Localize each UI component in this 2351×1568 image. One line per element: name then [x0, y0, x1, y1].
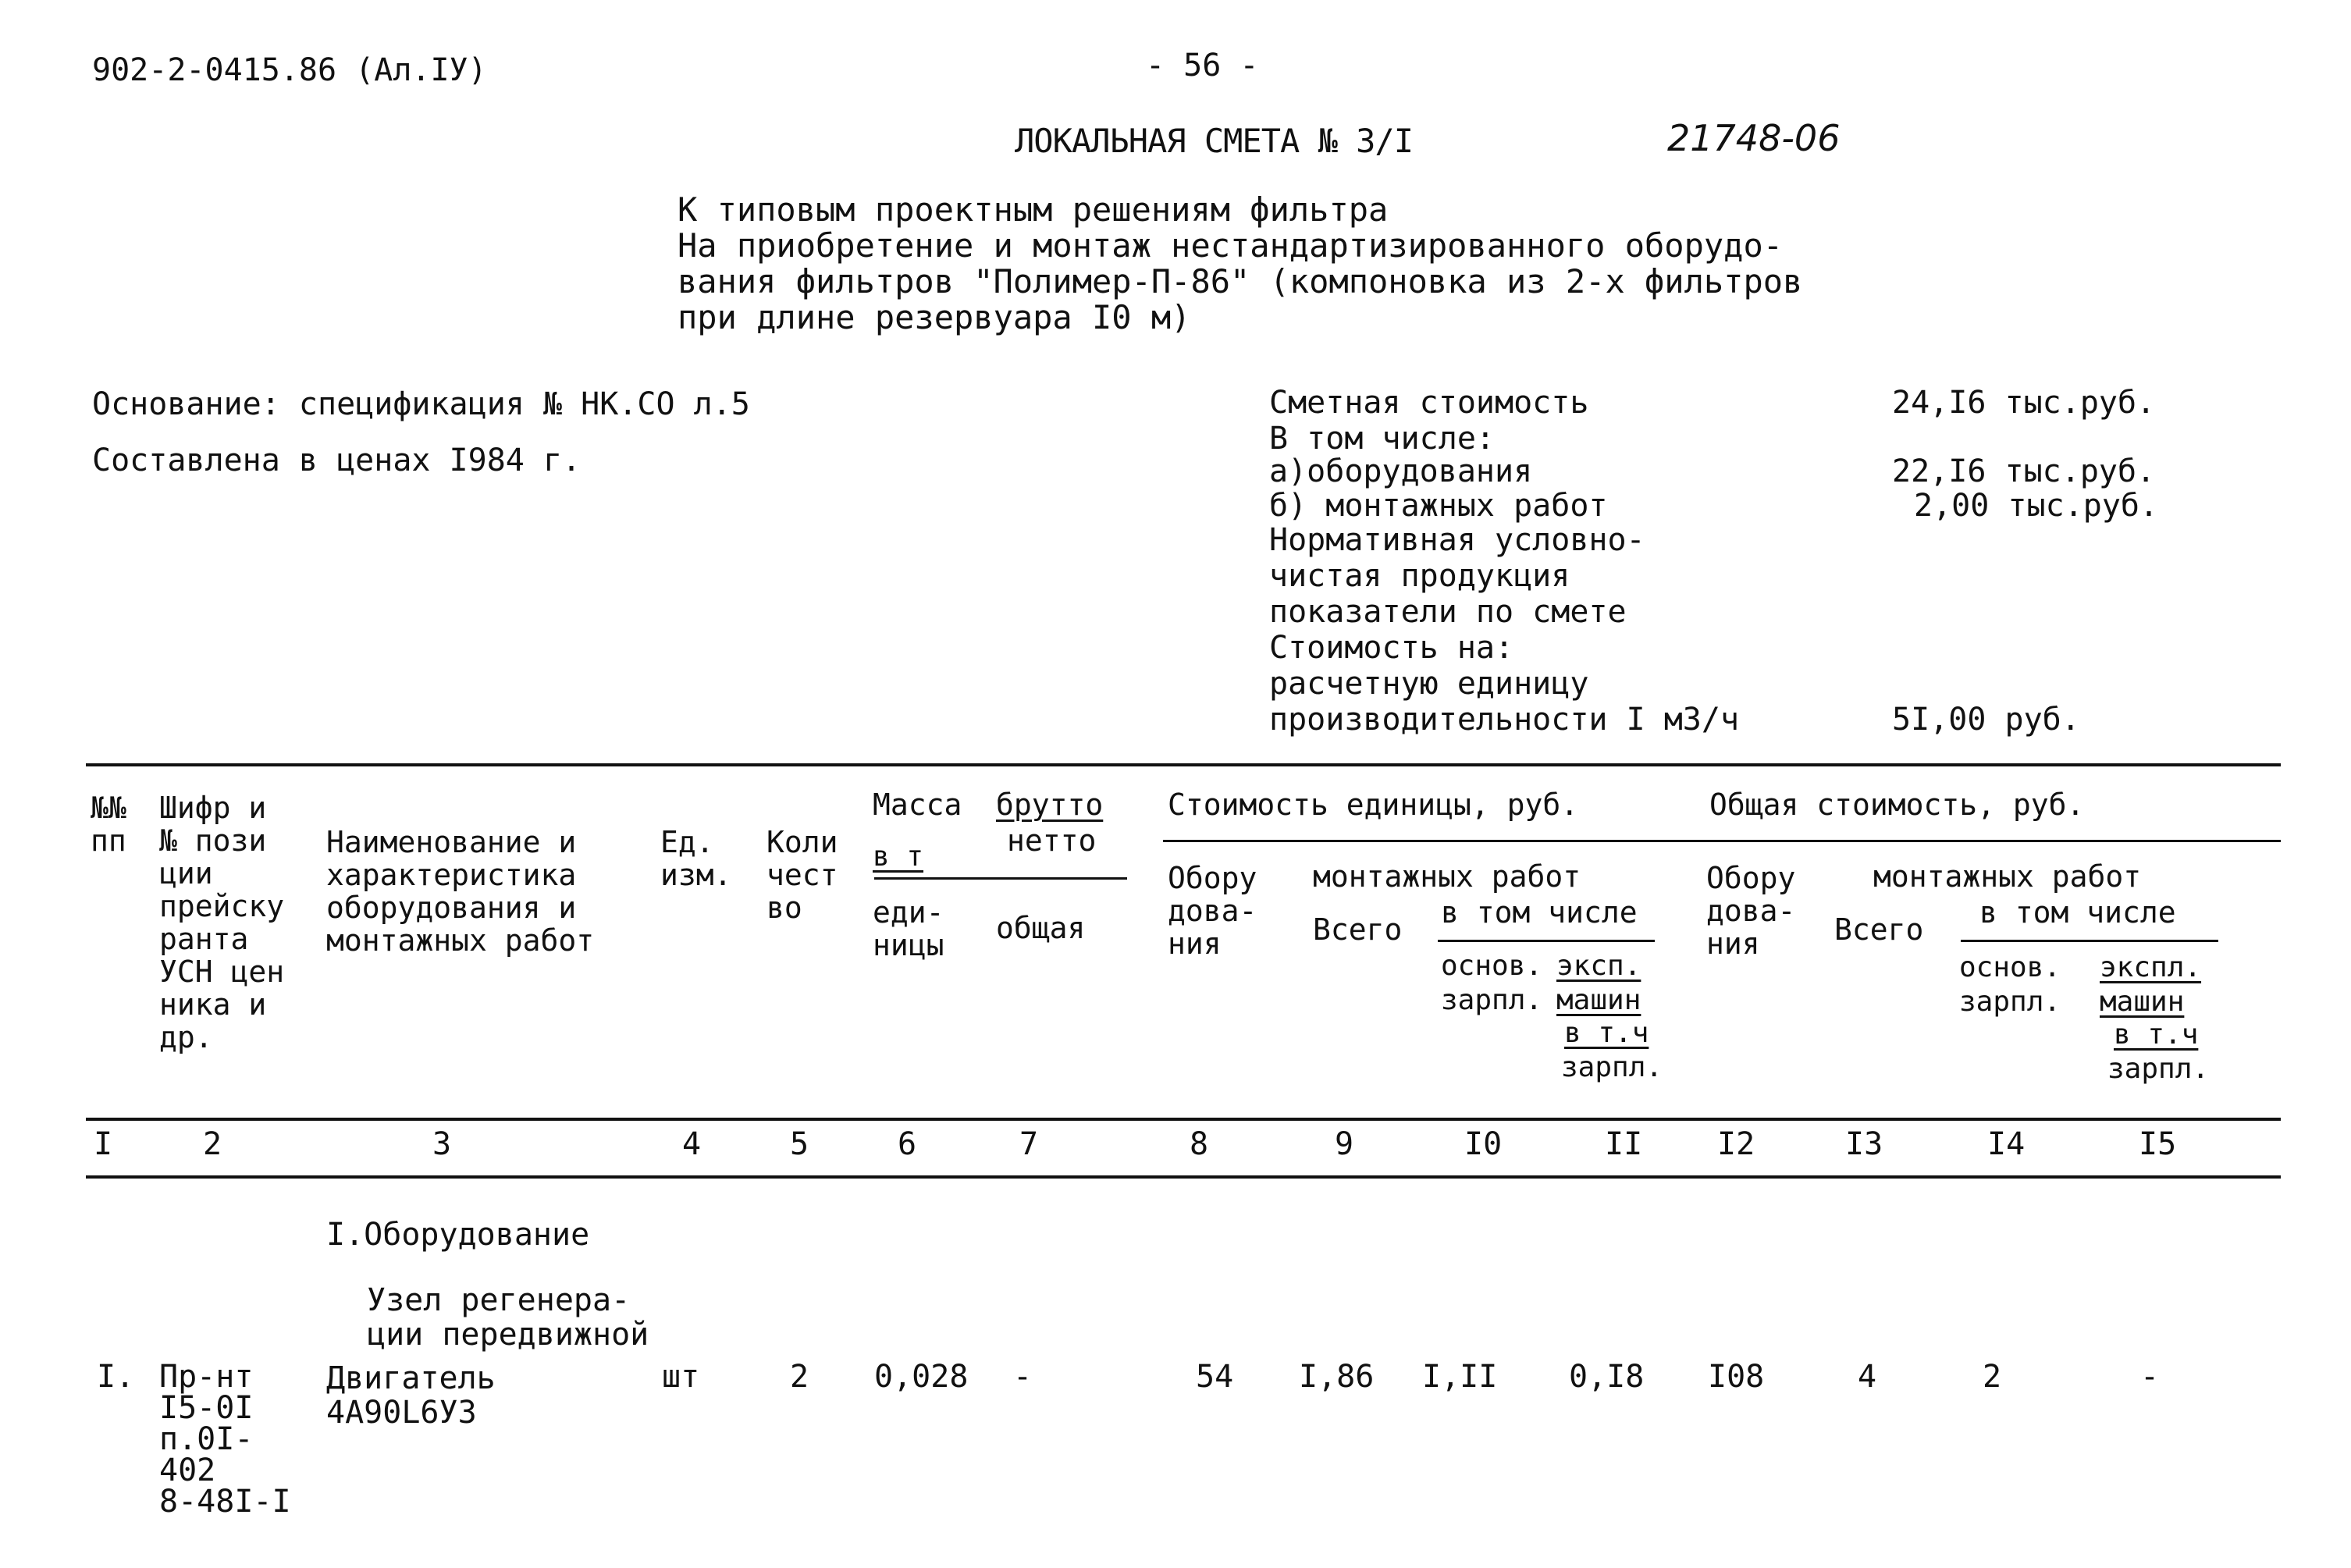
summary-label: показатели по смете: [1269, 594, 1627, 630]
header-unit-osnov-zarpl: основ. зарпл.: [1441, 950, 1543, 1016]
column-number: I5: [2139, 1126, 2177, 1162]
header-col-mass-total: общая: [996, 911, 1086, 945]
header-total-mont-works: монтажных работ: [1873, 859, 2142, 894]
column-number: I3: [1845, 1126, 1883, 1162]
summary-label: Сметная стоимость: [1269, 385, 1589, 421]
summary-label: Стоимость на:: [1269, 630, 1514, 666]
summary-value: 22,I6 тыс.руб.: [1892, 453, 2156, 489]
header-col-code: Шифр и № пози ции прейску ранта УСН цен ника и др.: [159, 791, 285, 1054]
summary-label: б) монтажных работ: [1269, 488, 1608, 524]
column-number: I: [94, 1126, 113, 1162]
row-qty: 2: [790, 1359, 809, 1395]
header-mass-label: Масса: [873, 788, 962, 822]
header-unit-v-t-ch: в т.ч: [1564, 1017, 1649, 1049]
column-number: 4: [682, 1126, 702, 1162]
header-total-tom-chisle: в том числе: [1979, 895, 2176, 930]
summary-label: производительности I м3/ч: [1269, 702, 1740, 738]
summary-label: расчетную единицу: [1269, 666, 1589, 702]
document-code: 902-2-0415.86 (Ал.IУ): [92, 52, 487, 88]
header-unit-equipment: Обору дова- ния: [1168, 861, 1257, 961]
summary-label: Нормативная условно-: [1269, 522, 1645, 558]
document-title: ЛОКАЛЬНАЯ СМЕТА № 3/I: [1015, 122, 1414, 160]
page-number: - 56 -: [1146, 48, 1259, 84]
total-tom-chisle-rule: [1961, 940, 2218, 942]
summary-label: а)оборудования: [1269, 453, 1533, 489]
row-unit: шт: [662, 1359, 700, 1395]
summary-value: 2,00 тыс.руб.: [1914, 488, 2159, 524]
header-unit-mont-works: монтажных работ: [1313, 859, 1581, 894]
header-unit-ekspl-mashin: эксп. машин: [1556, 950, 1641, 1016]
header-unit-zarpl: зарпл.: [1561, 1051, 1663, 1083]
header-v-t: в т: [873, 841, 924, 873]
header-total-zarpl: зарпл.: [2107, 1053, 2210, 1085]
basis-text: Основание: спецификация № НК.СО л.5: [92, 386, 750, 422]
header-col-name: Наименование и характеристика оборудования и монтажных работ: [326, 825, 595, 958]
header-netto: нетто: [1007, 823, 1097, 858]
header-unit-tom-chisle: в том числе: [1441, 895, 1638, 930]
header-brutto: брутто: [996, 788, 1104, 822]
row-unit-osnov-zarpl: I,II: [1422, 1359, 1498, 1395]
row-total-equipment: I08: [1708, 1359, 1765, 1395]
row-unit-ekspl-mashin: 0,I8: [1569, 1359, 1645, 1395]
row-total-osnov-zarpl: 2: [1983, 1359, 2002, 1395]
header-total-v-t-ch: в т.ч: [2114, 1019, 2199, 1051]
column-number: 2: [203, 1126, 222, 1162]
numbers-bottom-rule: [86, 1175, 2281, 1179]
row-number: I.: [97, 1359, 135, 1395]
row-code: Пр-нт I5-0I п.0I- 402 8-48I-I: [159, 1359, 291, 1520]
summary-label: чистая продукция: [1269, 558, 1570, 594]
row-mass-total: -: [1013, 1359, 1033, 1395]
header-total-vsego: Всего: [1834, 912, 1924, 947]
column-number: 8: [1190, 1126, 1209, 1162]
column-number: 7: [1019, 1126, 1039, 1162]
row-unit-equipment: 54: [1196, 1359, 1234, 1395]
subtitle-line-3: вания фильтров "Полимер-П-86" (компоновка из 2-х фильтров: [678, 262, 1803, 300]
row-mass-unit: 0,028: [874, 1359, 969, 1395]
header-total-ekspl-mashin: экспл. машин: [2100, 951, 2202, 1018]
row-total-mont: 4: [1858, 1359, 1877, 1395]
row-total-ekspl-mashin: -: [2140, 1359, 2160, 1395]
column-number: 5: [790, 1126, 809, 1162]
column-number: I0: [1464, 1126, 1503, 1162]
subtitle-line-4: при длине резервуара I0 м): [678, 298, 1191, 336]
column-number: I2: [1717, 1126, 1755, 1162]
row-name: Двигатель 4А90L6У3: [326, 1360, 496, 1431]
column-number: I4: [1987, 1126, 2026, 1162]
column-number: 6: [898, 1126, 917, 1162]
row-unit-mont-total: I,86: [1299, 1359, 1375, 1395]
section-title: I.Оборудование: [326, 1217, 590, 1253]
mass-sub-rule: [874, 877, 1127, 880]
column-number: II: [1605, 1126, 1643, 1162]
subtitle-line-1: К типовым проектным решениям фильтра: [678, 190, 1389, 229]
header-col-unit: Ед. изм.: [660, 825, 732, 892]
header-col-qty: Коли чест во: [766, 825, 838, 925]
header-total-osnov-zarpl: основ. зарпл.: [1959, 951, 2061, 1018]
prices-text: Составлена в ценах I984 г.: [92, 443, 582, 478]
handwritten-number: 21748-06: [1667, 117, 1841, 159]
header-total-cost: Общая стоимость, руб.: [1709, 788, 2085, 822]
header-col-mass-unit: еди- ницы: [873, 895, 944, 962]
column-number: 9: [1335, 1126, 1354, 1162]
column-number: 3: [432, 1126, 452, 1162]
unit-tom-chisle-rule: [1438, 940, 1655, 942]
subtitle-line-2: На приобретение и монтаж нестандартизированного оборудо-: [678, 226, 1784, 265]
header-total-equipment: Обору дова- ния: [1706, 861, 1796, 961]
summary-value: 24,I6 тыс.руб.: [1892, 385, 2156, 421]
summary-value: 5I,00 руб.: [1892, 702, 2080, 738]
table-top-rule: [86, 763, 2281, 766]
group-title: Узел регенера- ции передвижной: [367, 1282, 649, 1353]
header-unit-cost: Стоимость единицы, руб.: [1168, 788, 1579, 822]
header-sub-rule: [1163, 840, 2281, 842]
header-col-num: №№ пп: [91, 791, 126, 858]
header-bottom-rule: [86, 1118, 2281, 1121]
header-unit-vsego: Всего: [1313, 912, 1403, 947]
summary-label: В том числе:: [1269, 421, 1495, 457]
